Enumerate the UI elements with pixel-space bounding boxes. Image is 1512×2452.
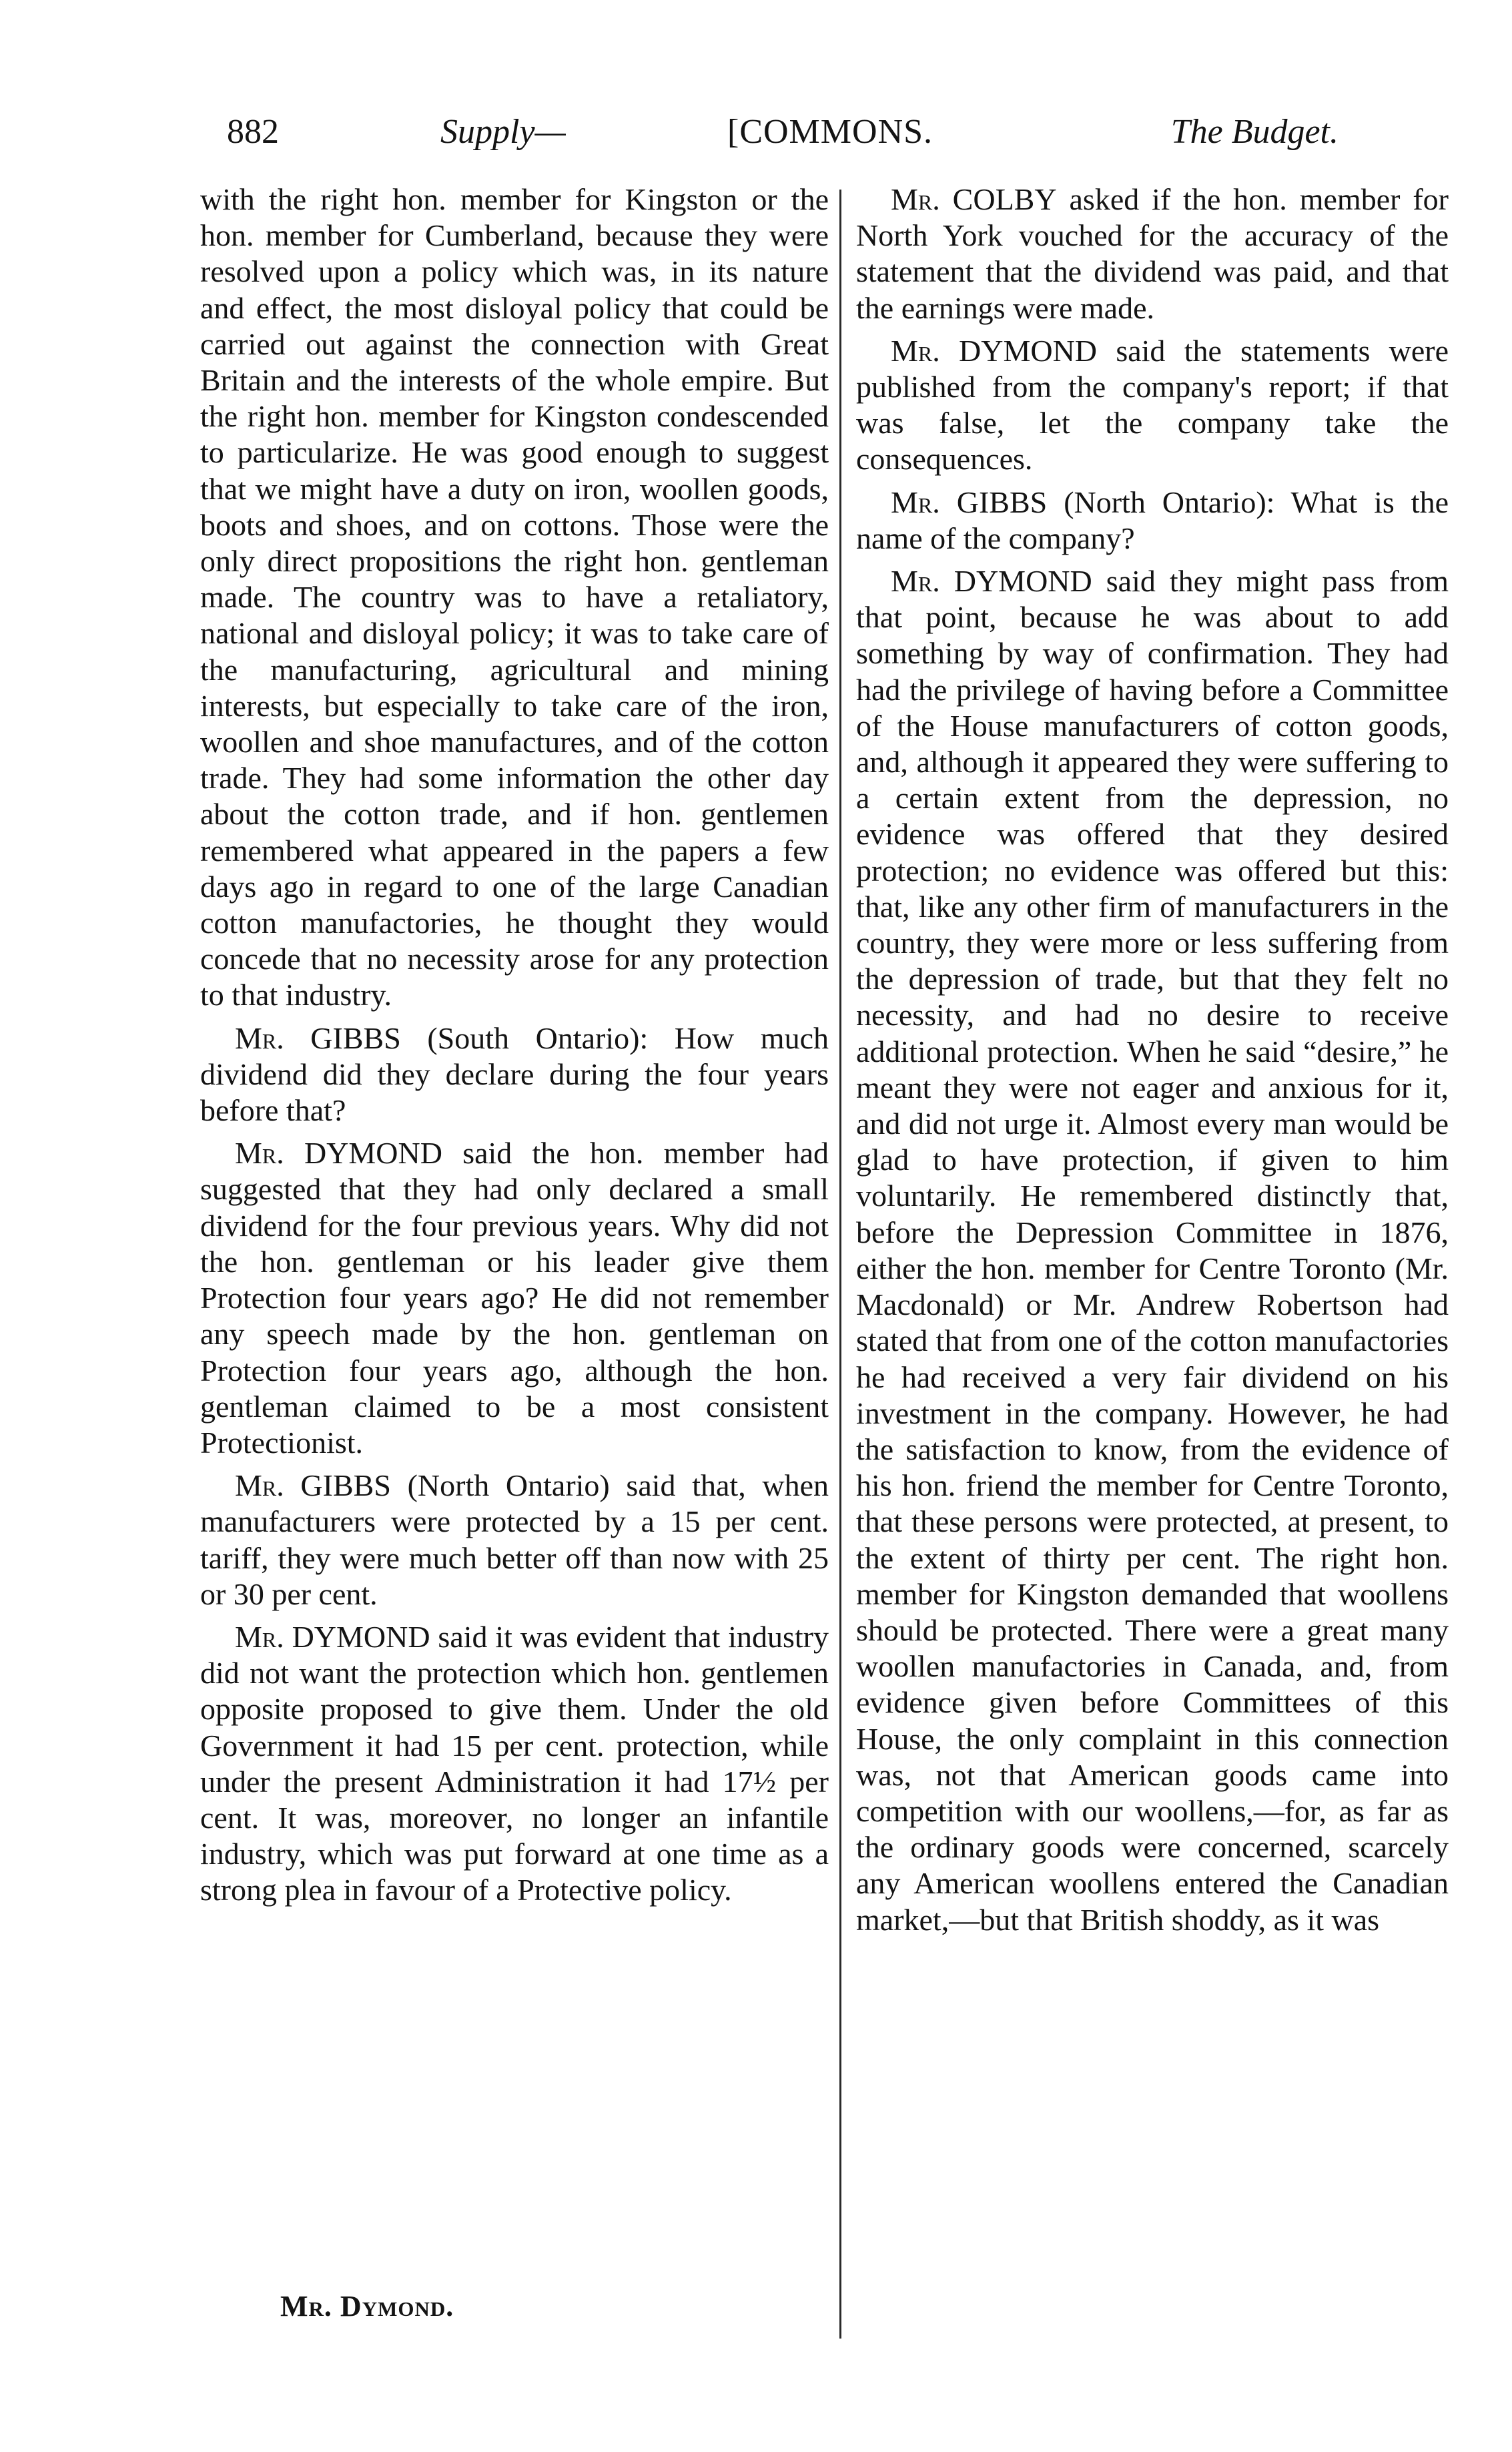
paragraph <box>200 1020 829 1129</box>
paragraph <box>200 1135 829 1461</box>
paragraph-text: said it was evident that industry did not want the protection which hon. gentlemen opposite proposed to give them. Under the old Government it had 15 per cent. protection, while under the present Administration it had 17½ per cent. It was, moreover, no longer an infantile industry, which was put forward at one time as a strong plea in favour of a Protective policy. <box>200 1619 829 1907</box>
paragraph-text: said they might pass from that point, because he was about to add something by way of confirmation. They had had the privilege of having before a Committee of the House manufacturers of cotton goods, and, although it appeared they were suffering to a certain extent from the depression, no evidence was offered that they desired protection; no evidence was offered but this: that, like any other firm of manufacturers in the country, they were more or less suffering from the depression of trade, but that they felt no necessity, and had no desire to receive additional protection. When he said “desire,” he meant they were not eager and anxious for it, and did not urge it. Almost every man would be glad to have protection, if given to him voluntarily. He remembered distinctly that, before the Depression Committee in 1876, either the hon. member for Centre Toronto (Mr. Macdonald) or Mr. Andrew Robertson had stated that from one of the cotton manufactories he had received a very fair dividend on his investment in the company. However, he had the satisfaction to know, from the evidence of his hon. friend the member for Centre Toronto, that these persons were protected, at present, to the extent of thirty per cent. The right hon. member for Kingston demanded that woollens should be protected. There were a great many woollen manufactories in Canada, and, from evidence given before Committees of this House, the only complaint in this connection was, not that American goods came into competition with our woollens,—for, as far as the ordinary goods were concerned, scarcely any American woollens entered the Canadian market,—but that British shoddy, as it was <box>856 564 1449 1937</box>
paragraph <box>200 1619 829 1909</box>
topic-title: The Budget. <box>1170 113 1339 151</box>
paragraph-text: said the hon. member had suggested that they had only declared a small dividend for the four previous years. Why did not the hon. gentleman or his leader give them Protection four years ago? He did not remember any speech made by the hon. gentleman on Protection four years ago, although the hon. gentleman claimed to be a most consistent Protectionist. <box>200 1136 829 1460</box>
speaker-name: Mr. DYMOND <box>235 1136 442 1171</box>
paragraph <box>856 333 1449 478</box>
speaker-name: Mr. GIBBS <box>235 1020 401 1055</box>
house-title: [COMMONS. <box>727 113 933 151</box>
speaker-name: Mr. COLBY <box>891 182 1057 216</box>
paragraph <box>856 485 1449 557</box>
paragraph-text: said the statements were published from the company's report; if that was false, let the company take the consequences. <box>856 333 1449 477</box>
speaker-name: Mr. GIBBS <box>235 1468 391 1503</box>
paragraph-text: (North Ontario) said that, when manufacturers were protected by a 15 per cent. tariff, they were much better off than now with 25 or 30 per cent. <box>200 1468 829 1611</box>
left-column <box>200 182 829 1909</box>
paragraph-text: (South Ontario): How much dividend did they declare during the four years before that? <box>200 1020 829 1128</box>
column-divider <box>839 190 841 2339</box>
paragraph <box>200 182 829 1014</box>
paragraph <box>200 1468 829 1612</box>
speaker-name: Mr. DYMOND <box>891 333 1098 368</box>
paragraph-text: (North Ontario): What is the name of the company? <box>856 485 1449 555</box>
speaker-name: Mr. DYMOND <box>235 1619 430 1654</box>
paragraph <box>856 182 1449 326</box>
page-number: 882 <box>227 113 279 151</box>
right-column <box>856 182 1449 1938</box>
paragraph-text: asked if the hon. member for North York vouched for the accuracy of the statement that the dividend was paid, and that the earnings were made. <box>856 182 1449 325</box>
speaker-name: Mr. GIBBS <box>891 485 1048 519</box>
paragraph-text: with the right hon. member for Kingston or the hon. member for Cumberland, because they were resolved upon a policy which was, in its nature and effect, the most disloyal policy that could be carried out against the connection with Great Britain and the interests of the whole empire. But the right hon. member for Kingston condescended to particularize. He was good enough to suggest that we might have a duty on iron, woollen goods, boots and shoes, and on cottons. Those were the only direct propositions the right hon. gentleman made. The country was to have a retaliatory, national and disloyal policy; it was to take care of the manufacturing, agricultural and mining interests, but especially to take care of the iron, woollen and shoe manufactures, and of the cotton trade. They had some information the other day about the cotton trade, and if hon. gentlemen remembered what appeared in the papers a few days ago in regard to one of the large Canadian cotton manufactories, he thought they would concede that no necessity arose for any protection to that industry. <box>200 182 829 1012</box>
speaker-name: Mr. DYMOND <box>891 564 1092 599</box>
page-signature: Mr. Dymond. <box>280 2290 454 2323</box>
running-header <box>200 112 1339 172</box>
section-title: Supply— <box>440 113 566 151</box>
paragraph <box>856 563 1449 1938</box>
